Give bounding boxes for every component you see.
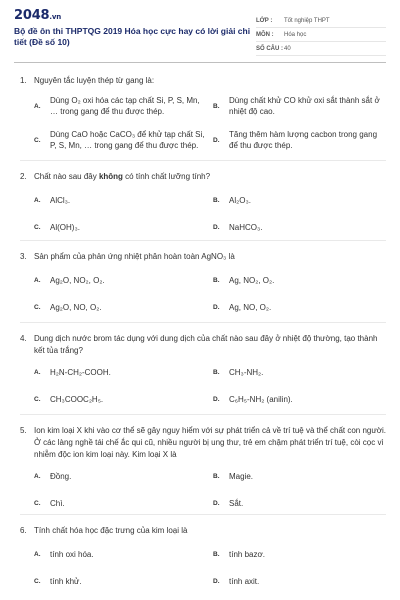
question-number: 6. xyxy=(20,526,27,535)
question-text: Ion kim loại X khi vào cơ thể sẽ gây nguy hiểm với sự phát triển cả về trí tuệ và thể chất con người. Ở các làng nghề tái chế ắc qui cũ, nhiều người bị ung thư, trẻ em chậm phát triển trí tuệ, còi cọc vì nhiễm độc ion kim loại này. Kim loại X là xyxy=(34,426,386,459)
option-a[interactable] xyxy=(34,471,207,482)
option-b[interactable] xyxy=(213,367,386,378)
option-text: tính bazơ. xyxy=(229,550,265,559)
question-number: 3. xyxy=(20,252,27,261)
option-d[interactable] xyxy=(213,128,386,152)
option-b[interactable] xyxy=(213,471,386,482)
option-letter: C. xyxy=(34,224,41,231)
option-d[interactable] xyxy=(213,576,386,587)
question-text: Tính chất hóa học đặc trưng của kim loại là xyxy=(34,526,188,535)
option-b[interactable] xyxy=(213,94,386,118)
option-c[interactable] xyxy=(34,222,207,233)
question-5 xyxy=(20,415,386,515)
option-text: CH₃-NH₂. xyxy=(229,368,264,377)
option-c[interactable] xyxy=(34,394,207,405)
page-header xyxy=(0,0,400,62)
question-number: 4. xyxy=(20,334,27,343)
option-grid xyxy=(20,195,386,233)
site-logo[interactable] xyxy=(14,8,252,23)
question-text: Sản phẩm của phản ứng nhiệt phân hoàn toàn AgNO₃ là xyxy=(34,252,235,261)
option-a[interactable] xyxy=(34,367,207,378)
option-text: tính axit. xyxy=(229,577,260,586)
option-letter: B. xyxy=(213,369,220,376)
option-d[interactable] xyxy=(213,394,386,405)
question-header xyxy=(20,75,386,87)
option-letter: A. xyxy=(34,102,41,110)
meta-label: SỐ CÂU : xyxy=(256,45,283,52)
meta-row-subject xyxy=(256,28,386,42)
option-grid xyxy=(20,275,386,313)
option-letter: B. xyxy=(213,473,220,480)
option-text: Dùng CaO hoặc CaCO₃ để khử tạp chất Si, P, S, Mn, … trong gang để thu được thép. xyxy=(50,130,205,150)
document-title: Bộ đề ôn thi THPTQG 2019 Hóa học cực hay có lời giải chi tiết (Đề số 10) xyxy=(14,26,251,47)
meta-value: Hóa học xyxy=(284,31,307,38)
question-4 xyxy=(20,323,386,415)
question-header xyxy=(20,525,386,537)
option-text: tính oxi hóa. xyxy=(50,550,94,559)
question-number: 5. xyxy=(20,426,27,435)
option-letter: D. xyxy=(213,224,220,231)
meta-value: 40 xyxy=(284,45,291,52)
option-letter: C. xyxy=(34,304,41,311)
option-c[interactable] xyxy=(34,576,207,587)
option-text: Al₂O₃. xyxy=(229,196,251,205)
option-c[interactable] xyxy=(34,302,207,313)
question-text xyxy=(34,171,386,183)
option-text: Magie. xyxy=(229,472,254,481)
option-letter: D. xyxy=(213,136,220,144)
option-grid xyxy=(20,549,386,587)
option-d[interactable] xyxy=(213,222,386,233)
option-text: Đồng. xyxy=(50,472,72,481)
question-2 xyxy=(20,161,386,241)
option-text: NaHCO₃. xyxy=(229,223,263,232)
option-letter: B. xyxy=(213,277,220,284)
option-text: Dùng O₂ oxi hóa các tạp chất Si, P, S, Mn, … trong gang để thu được thép. xyxy=(50,96,200,116)
option-grid xyxy=(20,471,386,509)
option-text: Ag, NO, O₂. xyxy=(229,303,272,312)
question-text: Nguyên tắc luyện thép từ gang là: xyxy=(34,76,155,85)
question-6 xyxy=(20,515,386,585)
meta-label: LỚP : xyxy=(256,17,273,24)
option-letter: A. xyxy=(34,473,41,480)
meta-row-class xyxy=(256,14,386,28)
question-text-after: có tính chất lưỡng tính? xyxy=(122,172,211,181)
question-list xyxy=(0,63,400,585)
question-1 xyxy=(20,63,386,161)
option-letter: A. xyxy=(34,551,41,558)
option-letter: C. xyxy=(34,136,41,144)
option-text: Sắt. xyxy=(229,499,244,508)
question-number: 1. xyxy=(20,76,27,85)
option-text: C₆H₅-NH₂ (anilin). xyxy=(229,395,293,404)
question-text: Dung dịch nước brom tác dụng với dung dịch của chất nào sau đây ở nhiệt độ thường, tạo thành kết tủa trắng? xyxy=(34,334,378,355)
option-text: H₂N-CH₂-COOH. xyxy=(50,368,111,377)
question-text-emphasis: không xyxy=(98,172,123,181)
option-text: tính khử. xyxy=(50,577,82,586)
meta-label: MÔN : xyxy=(256,31,274,38)
option-c[interactable] xyxy=(34,128,207,152)
meta-row-count xyxy=(256,42,386,56)
option-text: Ag₂O, NO₂, O₂. xyxy=(50,276,105,285)
question-header xyxy=(20,251,386,263)
option-c[interactable] xyxy=(34,498,207,509)
logo-main: 2048 xyxy=(14,8,50,23)
option-a[interactable] xyxy=(34,549,207,560)
option-letter: D. xyxy=(213,396,220,403)
option-text: AlCl₃. xyxy=(50,196,71,205)
option-a[interactable] xyxy=(34,94,207,118)
option-letter: B. xyxy=(213,102,220,110)
option-letter: D. xyxy=(213,500,220,507)
option-letter: B. xyxy=(213,551,220,558)
brand-block xyxy=(14,8,252,62)
option-b[interactable] xyxy=(213,549,386,560)
option-letter: A. xyxy=(34,369,41,376)
exam-meta xyxy=(256,14,386,62)
option-grid xyxy=(20,367,386,405)
option-grid xyxy=(20,94,386,152)
question-header xyxy=(20,171,386,183)
option-text: Chì. xyxy=(50,499,65,508)
option-letter: A. xyxy=(34,197,41,204)
question-header xyxy=(20,425,386,461)
question-text-before: Chất nào sau đây xyxy=(34,172,99,181)
option-a[interactable] xyxy=(34,275,207,286)
option-text: Ag₂O, NO, O₂. xyxy=(50,303,102,312)
option-d[interactable] xyxy=(213,302,386,313)
question-header xyxy=(20,333,386,357)
option-letter: C. xyxy=(34,578,41,585)
option-text: Dùng chất khử CO khử oxi sắt thành sắt ở nhiệt độ cao. xyxy=(229,96,380,116)
meta-value: Tốt nghiệp THPT xyxy=(284,17,330,24)
question-3 xyxy=(20,241,386,323)
option-b[interactable] xyxy=(213,275,386,286)
question-number: 2. xyxy=(20,172,27,181)
logo-suffix: .vn xyxy=(49,13,61,21)
option-letter: D. xyxy=(213,304,220,311)
option-letter: D. xyxy=(213,578,220,585)
option-text: Tăng thêm hàm lượng cacbon trong gang để thu được thép. xyxy=(229,130,378,150)
option-text: Al(OH)₃. xyxy=(50,223,80,232)
option-b[interactable] xyxy=(213,195,386,206)
option-d[interactable] xyxy=(213,498,386,509)
option-text: CH₃COOC₂H₅. xyxy=(50,395,104,404)
option-a[interactable] xyxy=(34,195,207,206)
option-letter: A. xyxy=(34,277,41,284)
option-letter: C. xyxy=(34,396,41,403)
option-text: Ag, NO₂, O₂. xyxy=(229,276,275,285)
option-letter: B. xyxy=(213,197,220,204)
option-letter: C. xyxy=(34,500,41,507)
